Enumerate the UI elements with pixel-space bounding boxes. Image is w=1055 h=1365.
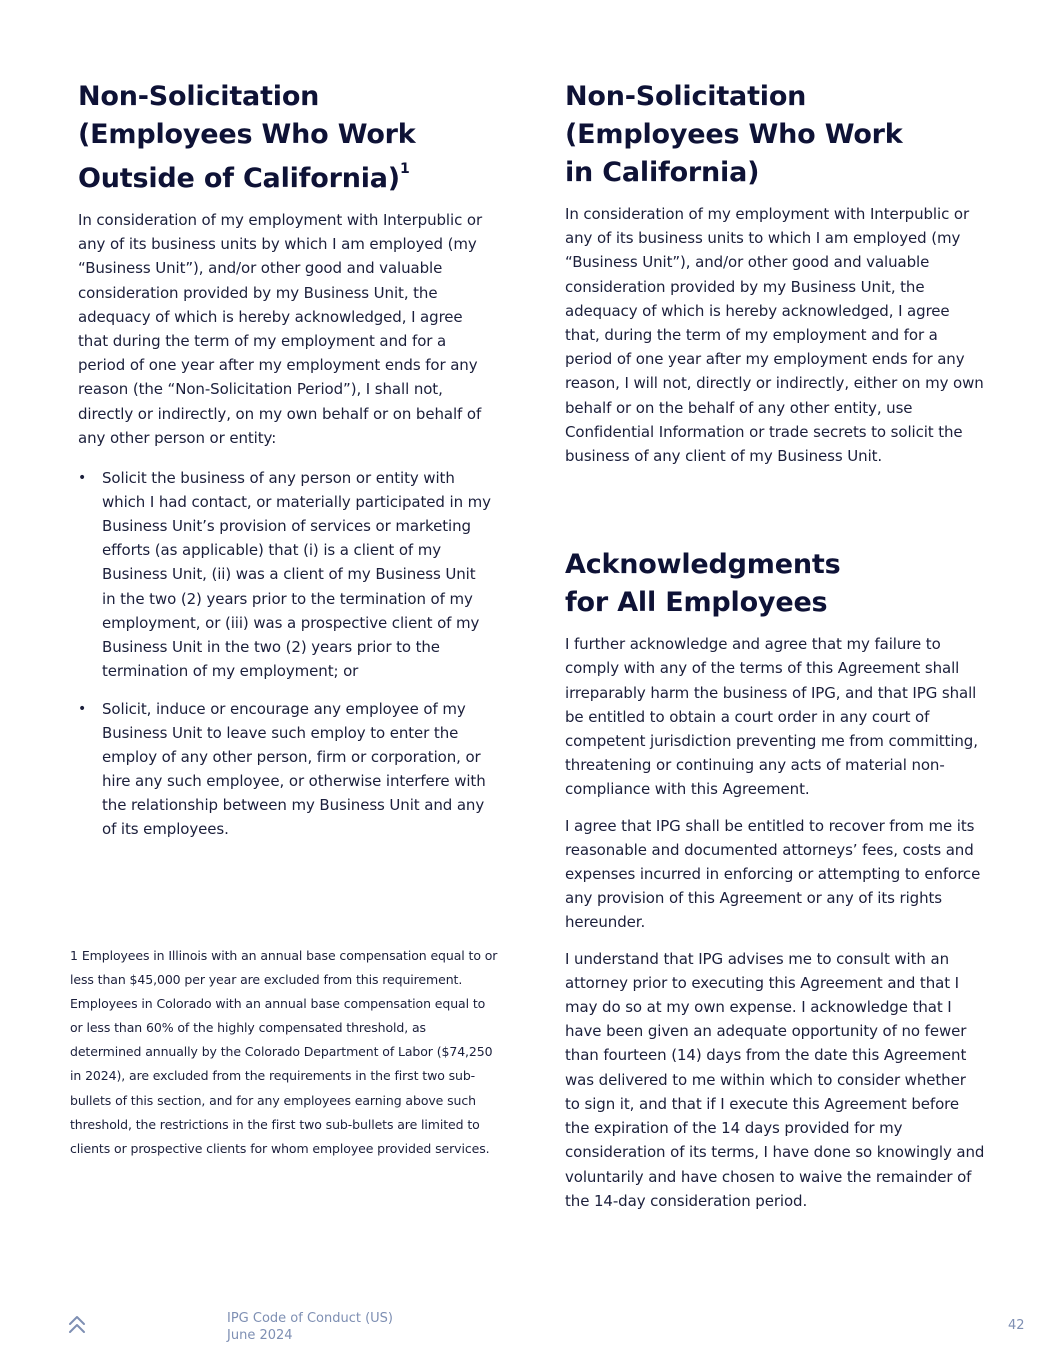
- double-chevron-up-icon[interactable]: [67, 1312, 87, 1338]
- heading-line: (Employees Who Work: [565, 119, 903, 150]
- page-number: 42: [1008, 1318, 1025, 1333]
- heading-line: Outside of California): [78, 163, 400, 194]
- footnote-number: 1: [70, 948, 78, 963]
- heading-line: Non-Solicitation: [565, 81, 807, 112]
- intro-paragraph: In consideration of my employment with Interpublic or any of its business units by which I am employed (my “Business Unit”), and/or other good and valuable consideration provided by my Business Unit, the adequacy of which is hereby acknowledged, I agree that during the term of my employment and for a period of one year after my employment ends for any reason (the “Non-Solicitation Period”), I shall not, directly or indirectly, on my own behalf or on behalf of any other person or entity:: [78, 211, 483, 447]
- document-date: June 2024: [227, 1327, 293, 1343]
- section-heading-outside-california: [78, 78, 492, 198]
- ack-paragraph: I further acknowledge and agree that my failure to comply with any of the terms of this Agreement shall irreparably harm the business of IPG, and that IPG shall be entitled to obtain a court order in any court of competent jurisdiction preventing me from committing, threatening or continuing any acts of material non-compliance with this Agreement.: [565, 635, 978, 799]
- left-column: [78, 78, 492, 855]
- list-item-text: Solicit, induce or encourage any employee of my Business Unit to leave such employ to enter the employ of any other person, firm or corporation, or hire any such employee, or otherwise interfere with the relationship between my Business Unit and any of its employees.: [102, 699, 486, 839]
- bullet-icon: •: [78, 470, 87, 487]
- heading-line: (Employees Who Work: [78, 119, 416, 150]
- footnote-reference[interactable]: 1: [399, 161, 410, 177]
- list-item-text: Solicit the business of any person or entity with which I had contact, or materially participated in my Business Unit’s provision of services or marketing efforts (as applicable) that (i) is a client of my Business Unit, (ii) was a client of my Business Unit in the two (2) years prior to the termination of my employment, or (iii) was a prospective client of my Business Unit in the two (2) years prior to the termination of my employment; or: [102, 469, 491, 680]
- page-footer: [0, 1308, 1055, 1348]
- document-meta: [227, 1311, 393, 1344]
- heading-line: Non-Solicitation: [78, 81, 320, 112]
- bullet-list: [78, 466, 492, 841]
- right-column: [565, 78, 985, 1225]
- bullet-icon: •: [78, 700, 87, 717]
- footnote: [70, 944, 500, 1161]
- intro-paragraph: In consideration of my employment with Interpublic or any of its business units to which I am employed (my “Business Unit”), and/or other good and valuable consideration provided by my Business Unit, the adequacy of which is hereby acknowledged, I agree that, during the term of my employment and for a period of one year after my employment ends for any reason, I will not, directly or indirectly, either on my own behalf or on the behalf of any other entity, use Confidential Information or trade secrets to solicit the business of any client of my Business Unit.: [565, 205, 984, 466]
- footnote-text: Employees in Illinois with an annual base compensation equal to or less than $45,000 per year are excluded from this requirement. Employees in Colorado with an annual base compensation equal to or less than 60% of the highly compensated threshold, as determined annually by the Colorado Department of Labor ($74,250 in 2024), are excluded from the requirements in the first two sub-bullets of this section, and for any employees earning above such threshold, the restrictions in the first two sub-bullets are limited to clients or prospective clients for whom employee provided services.: [70, 948, 498, 1156]
- heading-line: for All Employees: [565, 587, 828, 619]
- heading-line: in California): [565, 157, 760, 188]
- ack-paragraph: I agree that IPG shall be entitled to recover from me its reasonable and documented attorneys’ fees, costs and expenses incurred in enforcing or attempting to enforce any provision of this Agreement or any of its rights hereunder.: [565, 816, 981, 932]
- list-item: [78, 697, 492, 842]
- section-heading-acknowledgments: [565, 546, 985, 622]
- heading-line: Acknowledgments: [565, 549, 841, 581]
- ack-paragraph: I understand that IPG advises me to consult with an attorney prior to executing this Agreement and that I may do so at my own expense. I acknowledge that I have been given an adequate opportunity of no fewer than fourteen (14) days from the date this Agreement was delivered to me within which to consider whether to sign it, and that if I execute this Agreement before the expiration of the 14 days provided for my consideration of its terms, I have done so knowingly and voluntarily and have chosen to waive the remainder of the 14-day consideration period.: [565, 949, 985, 1210]
- list-item: [78, 466, 492, 683]
- document-title: IPG Code of Conduct (US): [227, 1311, 394, 1326]
- section-heading-in-california: [565, 78, 985, 192]
